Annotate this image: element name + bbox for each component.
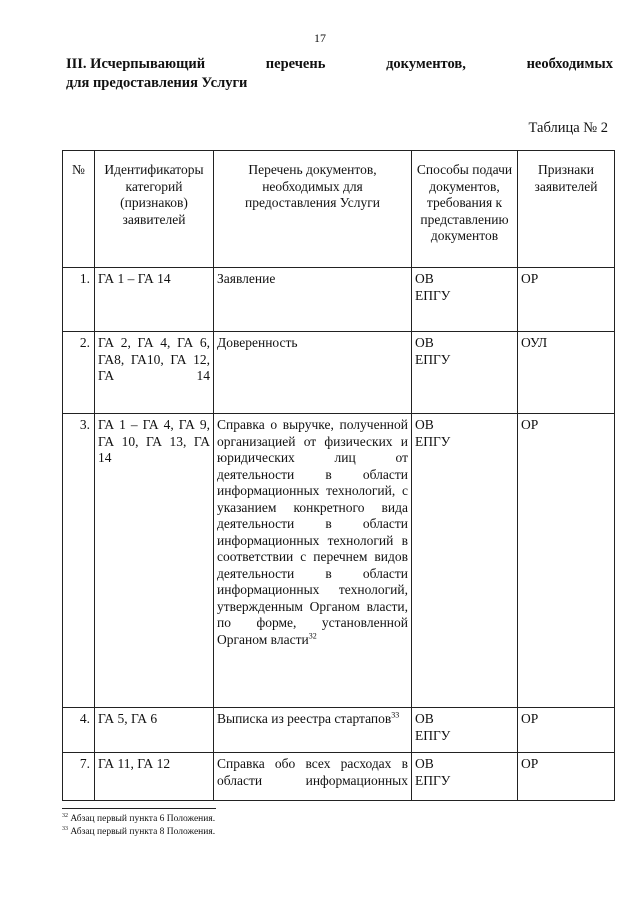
row-document	[214, 753, 412, 801]
row-number: 2.	[63, 332, 95, 414]
header-number: №	[63, 151, 95, 268]
footnotes	[62, 813, 215, 839]
table-caption: Таблица № 2	[528, 120, 608, 136]
row-document-text: Заявление	[217, 271, 276, 286]
row-submission-methods: ОВ ЕПГУ	[412, 332, 518, 414]
table-header-row	[63, 151, 615, 268]
footnote-mark: 32	[62, 812, 68, 819]
footnote-text: Абзац первый пункта 8 Положения.	[70, 827, 216, 837]
row-category-ids	[95, 332, 214, 414]
row-applicant-sign: ОУЛ	[518, 332, 615, 414]
documents-table	[62, 150, 615, 801]
table-row	[63, 708, 615, 753]
row-category-ids: ГА 11, ГА 12	[95, 753, 214, 801]
section-heading	[66, 55, 613, 93]
row-submission-methods: ОВ ЕПГУ	[412, 708, 518, 753]
header-submission-methods: Способы подачи документов, требования к представлению документов	[412, 151, 518, 268]
row-applicant-sign: ОР	[518, 753, 615, 801]
row-number: 1.	[63, 268, 95, 332]
heading-line-2: для предоставления Услуги	[66, 75, 248, 91]
row-category-ids: ГА 5, ГА 6	[95, 708, 214, 753]
row-applicant-sign: ОР	[518, 414, 615, 708]
footnote-ref: 32	[308, 631, 317, 640]
row-document	[214, 332, 412, 414]
footnote	[62, 826, 215, 839]
heading-word: перечень	[265, 56, 326, 72]
row-submission-methods: ОВ ЕПГУ	[412, 268, 518, 332]
row-document-text: Выписка из реестра стартапов	[217, 711, 392, 726]
row-number: 3.	[63, 414, 95, 708]
row-category-ids: ГА 1 – ГА 14	[95, 268, 214, 332]
heading-word: необходимых	[526, 56, 613, 72]
page-number: 17	[314, 31, 326, 45]
row-document	[214, 268, 412, 332]
row-applicant-sign: ОР	[518, 708, 615, 753]
footnote	[62, 813, 215, 826]
row-document-text: Доверенность	[217, 335, 298, 350]
row-number: 7.	[63, 753, 95, 801]
header-document-list: Перечень документов, необходимых для предоставления Услуги	[214, 151, 412, 268]
heading-word: III. Исчерпывающий	[66, 56, 206, 72]
header-applicant-signs: Признаки заявителей	[518, 151, 615, 268]
footnote-divider	[62, 808, 216, 809]
table-row	[63, 753, 615, 801]
row-applicant-sign: ОР	[518, 268, 615, 332]
heading-word: документов,	[386, 56, 466, 72]
row-category-ids-text: ГА 2, ГА 4, ГА 6, ГА8, ГА10, ГА 12, ГА 14	[98, 335, 210, 383]
row-submission-methods: ОВ ЕПГУ	[412, 753, 518, 801]
header-category-ids: Идентификаторы категорий (признаков) заявителей	[95, 151, 214, 268]
table-row	[63, 268, 615, 332]
heading-line-1	[66, 55, 613, 74]
row-document	[214, 414, 412, 708]
row-document	[214, 708, 412, 753]
table-row	[63, 414, 615, 708]
row-document-text: Справка о выручке, полученной организацией от физических и юридических лиц от деятельности в области информационных технологий, с указанием конкретного вида деятельности в области информационных технологий в соответствии с перечнем видов деятельности в области информационных технологий, утвержденным Органом власти, по форме, установленной Органом власти	[217, 417, 408, 647]
footnote-text: Абзац первый пункта 6 Положения.	[70, 814, 216, 824]
row-category-ids: ГА 1 – ГА 4, ГА 9, ГА 10, ГА 13, ГА 14	[95, 414, 214, 708]
row-number: 4.	[63, 708, 95, 753]
row-document-text: Справка обо всех расходах в области информационных	[217, 756, 408, 788]
table-row	[63, 332, 615, 414]
row-submission-methods: ОВ ЕПГУ	[412, 414, 518, 708]
footnote-ref: 33	[391, 710, 400, 720]
footnote-mark: 33	[62, 825, 68, 832]
